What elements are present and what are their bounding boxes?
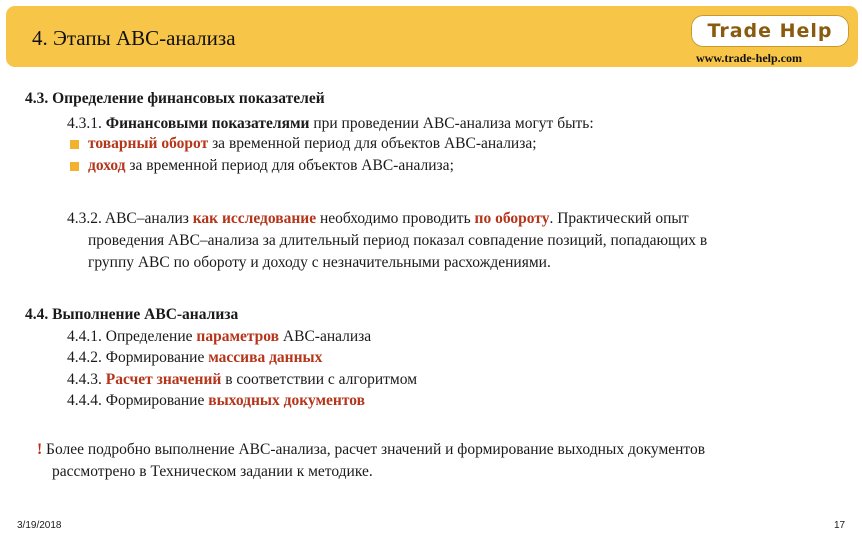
trade-help-logo [691, 15, 849, 47]
bullet-item-1 [88, 134, 537, 154]
p432-c: . Практический опыт [549, 210, 689, 227]
item-suffix: в соответствии с алгоритмом [221, 371, 418, 388]
item-prefix: 4.4.3. [67, 371, 106, 388]
list-item [67, 327, 371, 347]
p431-bold: Финансовыми показателями [105, 115, 310, 132]
bullet-item-2 [88, 156, 454, 176]
item-red: выходных документов [208, 392, 365, 409]
bullet2-red: доход [88, 157, 126, 174]
item-red: параметров [196, 328, 280, 345]
header-bar [6, 6, 858, 67]
footer-date: 3/19/2018 [17, 520, 62, 531]
note-line1 [37, 440, 705, 460]
p432-red2: по обороту [474, 210, 550, 227]
paragraph-432-line2: проведения ABC–анализа за длительный период показал совпадение позиций, попадающих в [88, 232, 708, 249]
note-line2: рассмотрено в Техническом задании к методике. [52, 463, 373, 480]
p431-prefix: 4.3.1. [67, 115, 106, 132]
item-red: массива данных [208, 349, 323, 366]
bullet2-rest: за временной период для объектов ABC-анализа; [125, 157, 454, 174]
section-43-heading: 4.3. Определение финансовых показателей [25, 90, 325, 107]
item-prefix: 4.4.1. Определение [67, 328, 197, 345]
site-url: www.trade-help.com [696, 51, 802, 65]
page-title: 4. Этапы ABC-анализа [32, 26, 236, 50]
bullet1-red: товарный оборот [88, 135, 209, 152]
list-item [67, 370, 417, 390]
item-suffix: ABC-анализа [279, 328, 372, 345]
list-item [67, 391, 365, 411]
item-prefix: 4.4.4. Формирование [67, 392, 209, 409]
item-prefix: 4.4.2. Формирование [67, 349, 209, 366]
paragraph-431 [67, 114, 594, 134]
p432-a: 4.3.2. ABC–анализ [67, 210, 193, 227]
paragraph-432-line3: группу ABC по обороту и доходу с незначительными расхождениями. [88, 254, 551, 271]
note-text: Более подробно выполнение ABC-анализа, расчет значений и формирование выходных документов [42, 441, 706, 458]
page-number: 17 [834, 520, 846, 531]
item-red: Расчет значений [105, 371, 222, 388]
paragraph-432-line1 [67, 209, 689, 229]
section-44-heading: 4.4. Выполнение ABC-анализа [25, 306, 239, 323]
bullet-square-icon [70, 162, 79, 171]
p432-b: необходимо проводить [316, 210, 475, 227]
p431-rest: при проведении ABC-анализа могут быть: [309, 115, 594, 132]
exclamation-icon: ! [37, 441, 43, 458]
bullet-square-icon [70, 140, 79, 149]
logo-text: Trade Help [707, 20, 833, 42]
list-item [67, 348, 322, 368]
p432-red1: как исследование [192, 210, 317, 227]
bullet1-rest: за временной период для объектов ABC-анализа; [208, 135, 537, 152]
